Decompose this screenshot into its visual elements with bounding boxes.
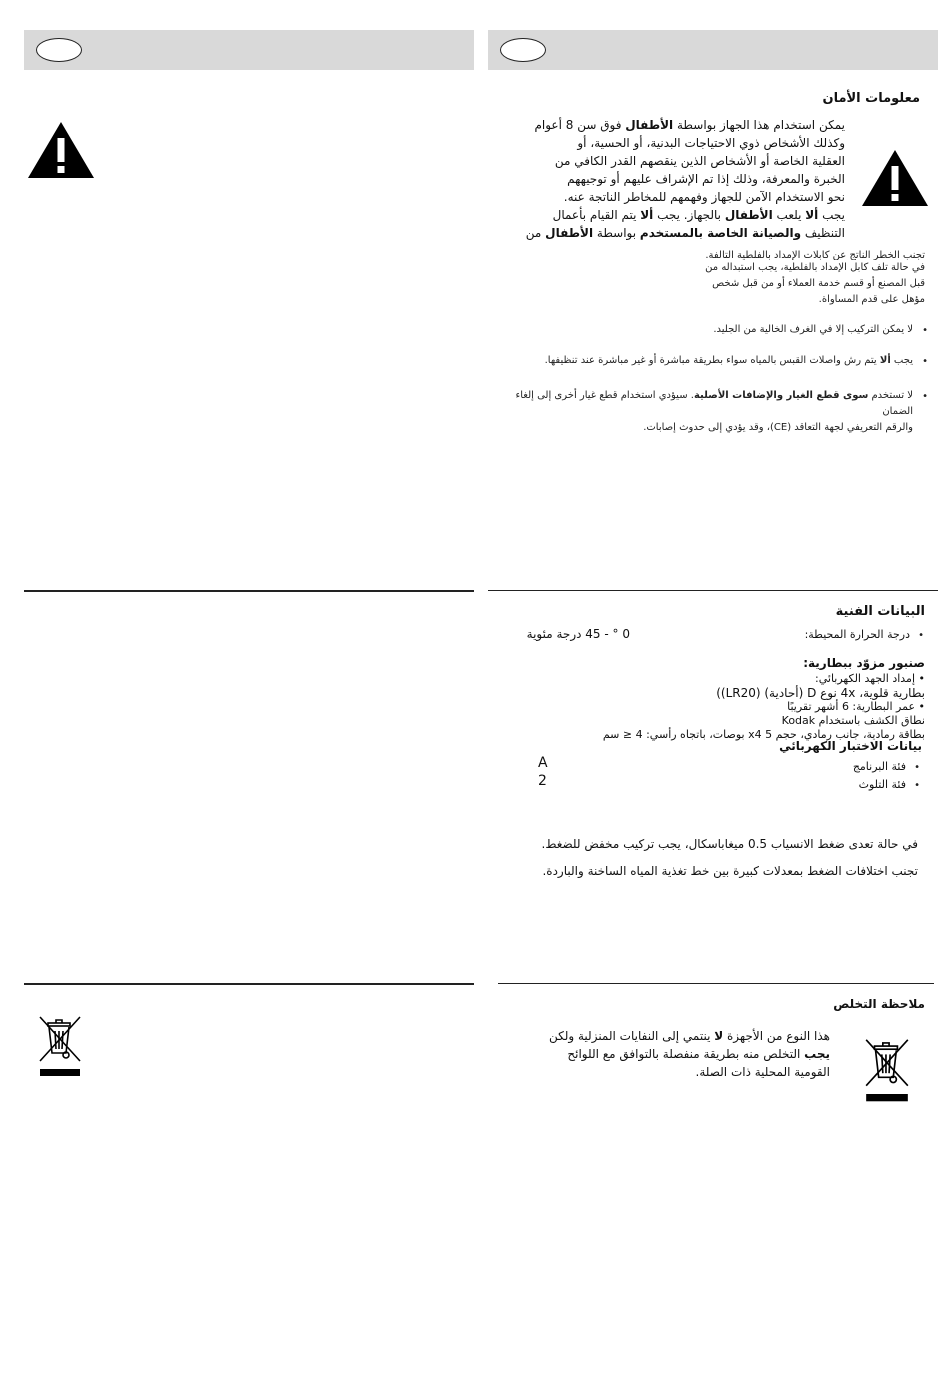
safety-line-3: العقلية الخاصة أو الأشخاص الذين ينقصهم القدر الكافي من [554, 154, 845, 168]
bullet-3-line-2: والرقم التعريفي لجهة التعاقد (CE)، وقد يؤدي إلى حدوث إصابات. [643, 422, 913, 433]
pressure-note-2: تجنب اختلافات الضغط بمعدلات كبيرة بين خط تغذية المياه الساخنة والباردة. [542, 864, 918, 878]
bullet-marker-program: • [914, 762, 920, 773]
divider-left-low [24, 983, 474, 985]
supply-value: بطارية قلوية، 4x نوع D (أحادية) (LR20)) [716, 686, 925, 700]
cable-warning [605, 250, 925, 308]
safety-line-1: يمكن استخدام هذا الجهاز بواسطة الأطفال فوق سن 8 أعوام [534, 118, 845, 132]
safety-line-6: يجب ألا يلعب الأطفال بالجهاز. يجب ألا يتم القيام بأعمال [552, 208, 845, 222]
safety-line-7: التنظيف والصيانة الخاصة بالمستخدم بواسطة الأطفال من [525, 226, 845, 240]
safety-bullet-1: لا يمكن التركيب إلا في الغرف الخالية من الجليد. [713, 324, 913, 335]
cable-line-3: قبل المصنع أو قسم خدمة العملاء أو من قبل شخص [712, 278, 925, 289]
disposal-title: ملاحظة التخلص [833, 997, 925, 1011]
pressure-note-1: في حالة تعدى ضغط الانسياب 0.5 ميغاباسكال، يجب تركيب مخفض للضغط. [541, 837, 918, 851]
bullet-marker-2: • [922, 356, 928, 367]
crossed-bin-icon-right [862, 1035, 912, 1103]
cable-line-4: مؤهل على قدم المساواة. [818, 294, 925, 305]
ambient-temp-value: 0 ° - 45 درجة مئوية [526, 627, 630, 641]
pollution-class-label: فئة التلوث [858, 778, 906, 791]
tech-title: البيانات الفنية [835, 604, 925, 619]
safety-title: معلومات الأمان [822, 91, 920, 106]
pollution-class-value: 2 [538, 773, 547, 789]
supply-label: • إمداد الجهد الكهربائي: [815, 672, 925, 685]
language-badge-left [36, 38, 82, 62]
safety-bullet-2: يجب ألا يتم رش واصلات القبس بالمياه سواء بطريقة مباشرة أو غير مباشرة عند تنظيفها. [544, 355, 913, 366]
program-class-label: فئة البرنامج [852, 760, 906, 773]
disposal-line-3: القومية المحلية ذات الصلة. [695, 1065, 830, 1079]
language-badge-right [500, 38, 546, 62]
bullet-marker-3: • [922, 391, 928, 402]
battery-title: صنبور مزوّد ببطارية: [803, 656, 925, 670]
disposal-line-1: هذا النوع من الأجهزة لا ينتمي إلى النفايات المنزلية ولكن [548, 1029, 830, 1043]
gray-card: بطاقة رمادية، جانب رمادي، حجم 5 x4 بوصات، باتجاه رأسي: 4 ≤ سم [602, 728, 925, 741]
bullet-marker-pollution: • [914, 780, 920, 791]
electrical-title: بيانات الاختبار الكهربائي [779, 739, 922, 753]
header-bar-left [24, 30, 474, 70]
program-class-value: A [538, 755, 548, 771]
ambient-temp-label: درجة الحرارة المحيطة: [804, 628, 910, 641]
safety-bullet-3 [483, 388, 913, 436]
safety-paragraph [525, 116, 845, 242]
battery-details [495, 672, 925, 742]
bullet-marker-ambient: • [918, 630, 924, 641]
safety-line-2: وكذلك الأشخاص ذوي الاحتياجات البدنية، أو الحسية، أو [577, 136, 845, 150]
divider-right-low [498, 983, 934, 984]
cable-line-2: في حالة تلف كابل الإمداد بالفلطية، يجب استبداله من [705, 262, 925, 273]
crossed-bin-icon-left [36, 1013, 84, 1077]
disposal-text [510, 1027, 830, 1081]
divider-right-mid [488, 590, 938, 591]
bullet-3-line-1: لا تستخدم سوى قطع الغيار والإضافات الأصلية. سيؤدي استخدام قطع غيار أخرى إلى إلغاء الضمان [515, 390, 913, 417]
safety-line-5: نحو الاستخدام الآمن للجهاز وفهمهم للمخاطر الناتجة عنه. [563, 190, 845, 204]
disposal-line-2: يجب التخلص منه بطريقة منفصلة بالتوافق مع اللوائح [567, 1047, 830, 1061]
divider-left-mid [24, 590, 474, 592]
warning-icon-right [860, 148, 930, 208]
cable-line-1: تجنب الخطر الناتج عن كابلات الإمداد بالفلطية التالفة. [705, 250, 925, 260]
detection-range: نطاق الكشف باستخدام Kodak [781, 714, 925, 727]
battery-life: • عمر البطارية: 6 أشهر تقريبًا [787, 700, 925, 713]
warning-icon-left [26, 120, 96, 180]
header-bar-right [488, 30, 938, 70]
safety-line-4: الخبرة والمعرفة، وذلك إذا تم الإشراف عليهم أو توجيههم [567, 172, 845, 186]
bullet-marker-1: • [922, 325, 928, 336]
